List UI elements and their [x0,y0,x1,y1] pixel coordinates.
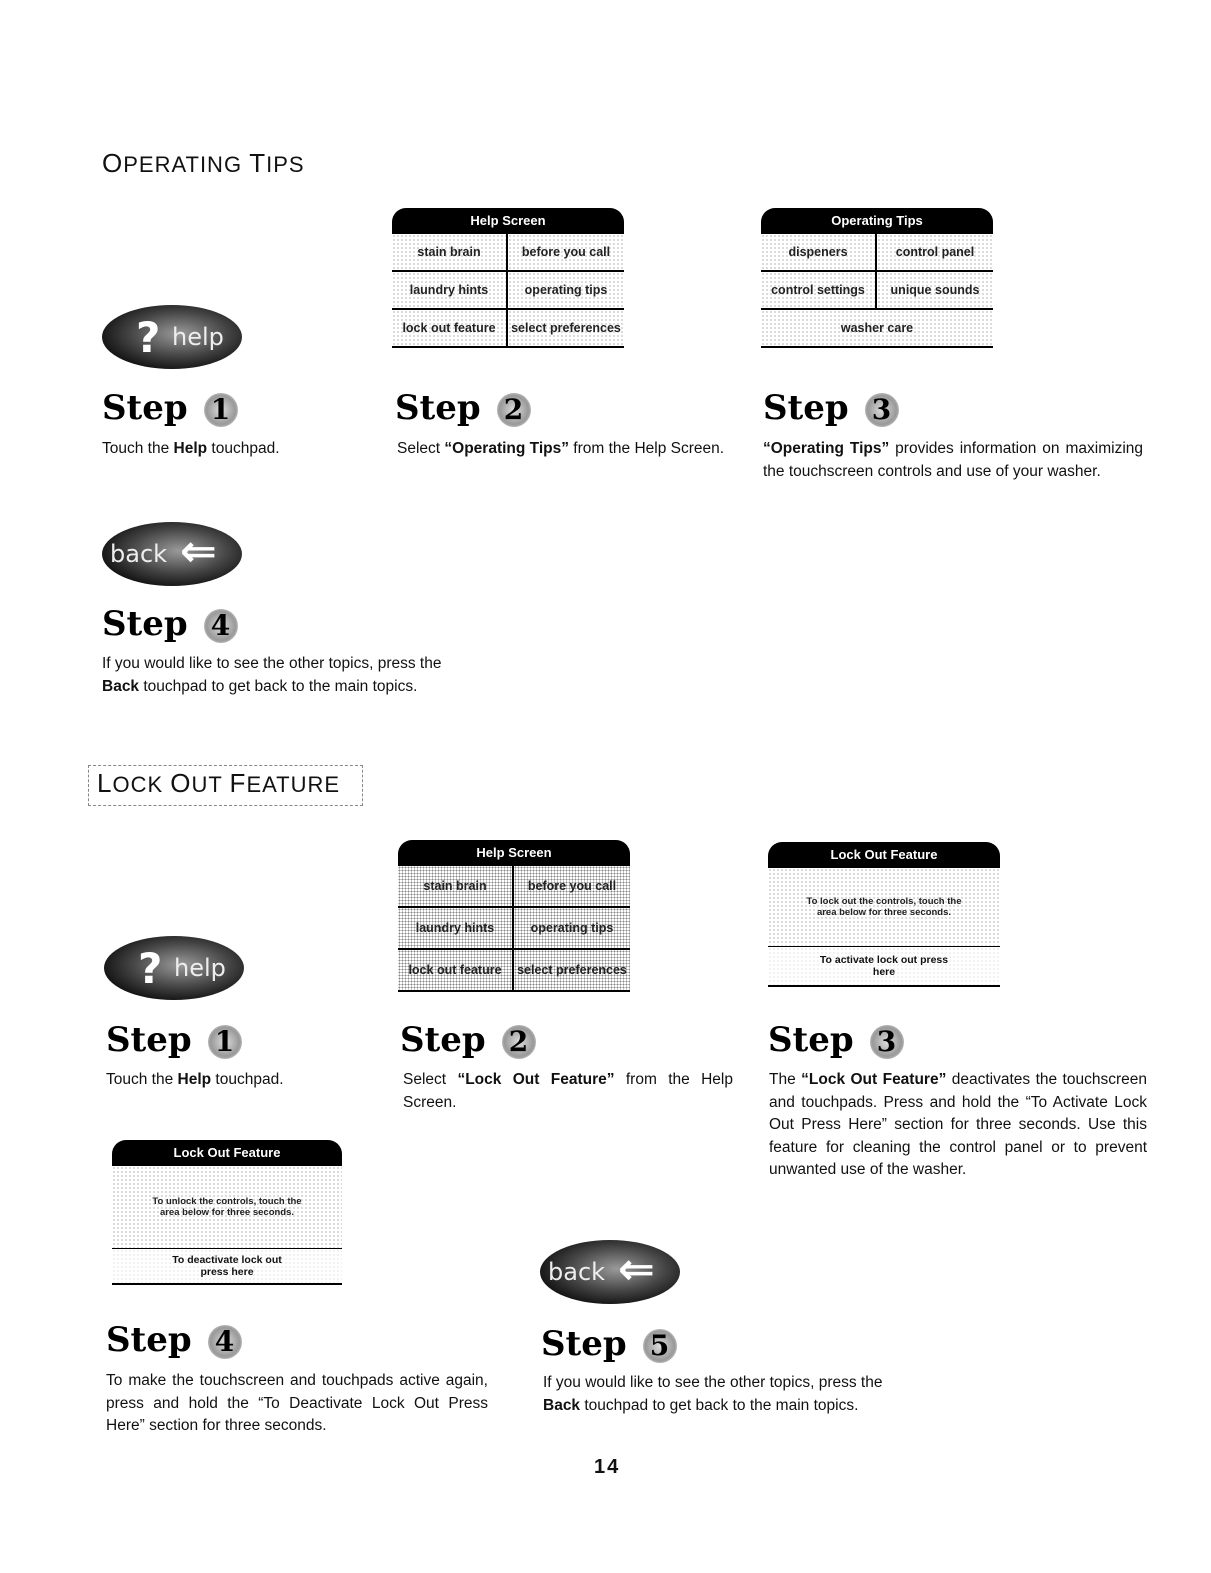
step-1-heading: Step 1 [102,388,238,428]
cell-laundry-hints-2: laundry hints [398,908,514,950]
cell-lock-out-feature: lock out feature [392,310,508,346]
unlock-screen-instructions: To unlock the controls, touch the area below for three seconds. [112,1166,342,1248]
cell-stain-brain: stain brain [392,234,508,272]
lock-step-3-heading: Step 3 [768,1020,904,1060]
step-3-text: “Operating Tips” provides information on maximizing the touchscreen controls and use of your washer. [763,440,1144,480]
section-title-lock-out-feature: LOCK OUT FEATURE [88,765,363,806]
unlock-screen-image [112,1140,342,1285]
lock-out-screen-instructions: To lock out the controls, touch the area below for three seconds. [768,868,1000,946]
step-2-text: Select “Operating Tips” from the Help Screen. [397,440,725,457]
help-touchpad-icon: ? help [102,305,242,369]
cell-dispeners: dispeners [761,234,877,272]
cell-stain-brain-2: stain brain [398,866,514,908]
cell-control-settings: control settings [761,272,877,310]
help-screen-title-2: Help Screen [398,840,630,866]
back-touchpad-icon-2: back ⇐ [540,1240,680,1304]
cell-unique-sounds: unique sounds [877,272,993,310]
operating-tips-screen-title: Operating Tips [761,208,993,234]
cell-operating-tips: operating tips [508,272,624,310]
help-screen-image [392,208,624,348]
cell-before-you-call: before you call [508,234,624,272]
step-4-text: If you would like to see the other topics, press the Back touchpad to get back to the main topics. [102,655,442,695]
cell-lock-out-feature-2: lock out feature [398,950,514,990]
lock-step-2-heading: Step 2 [400,1020,536,1060]
lock-step-1-heading: Step 1 [106,1020,242,1060]
step-2-heading: Step 2 [395,388,531,428]
help-touchpad-icon-2: ? help [104,936,244,1000]
lock-step-5-text: If you would like to see the other topics, press the Back touchpad to get back to the main topics. [543,1374,883,1414]
help-screen-image-2 [398,840,630,992]
cell-select-preferences-2: select preferences [514,950,630,990]
lock-step-2-text: Select “Lock Out Feature” from the Help Screen. [403,1071,733,1111]
lock-out-screen-image [768,842,1000,987]
cell-control-panel: control panel [877,234,993,272]
lock-step-4-heading: Step 4 [106,1320,242,1360]
lock-step-5-heading: Step 5 [541,1324,677,1364]
lock-out-activate-area: To activate lock out press here [768,946,1000,987]
page-number: 14 [594,1456,621,1478]
cell-laundry-hints: laundry hints [392,272,508,310]
cell-select-preferences: select preferences [508,310,624,346]
operating-tips-screen-image [761,208,993,348]
step-3-heading: Step 3 [763,388,899,428]
section-title-operating-tips: OPERATING TIPS [102,148,305,178]
unlock-screen-title: Lock Out Feature [112,1140,342,1166]
lock-step-4-text: To make the touchscreen and touchpads active again, press and hold the “To Deactivate Lock Out Press Here” section for three seconds. [106,1372,488,1434]
unlock-deactivate-area: To deactivate lock out press here [112,1248,342,1285]
lock-step-3-text: The “Lock Out Feature” deactivates the touchscreen and touchpads. Press and hold the “To Activate Lock Out Press Here” section for three seconds. Use this feature for cleaning the control panel or to prevent unwanted use of the washer. [769,1071,1148,1178]
lock-step-1-text: Touch the Help touchpad. [106,1071,284,1088]
lock-out-screen-title: Lock Out Feature [768,842,1000,868]
help-screen-title: Help Screen [392,208,624,234]
back-touchpad-icon: back ⇐ [102,522,242,586]
step-4-heading: Step 4 [102,604,238,644]
cell-before-you-call-2: before you call [514,866,630,908]
cell-operating-tips-2: operating tips [514,908,630,950]
step-1-text: Touch the Help touchpad. [102,440,280,457]
cell-washer-care: washer care [761,310,993,346]
